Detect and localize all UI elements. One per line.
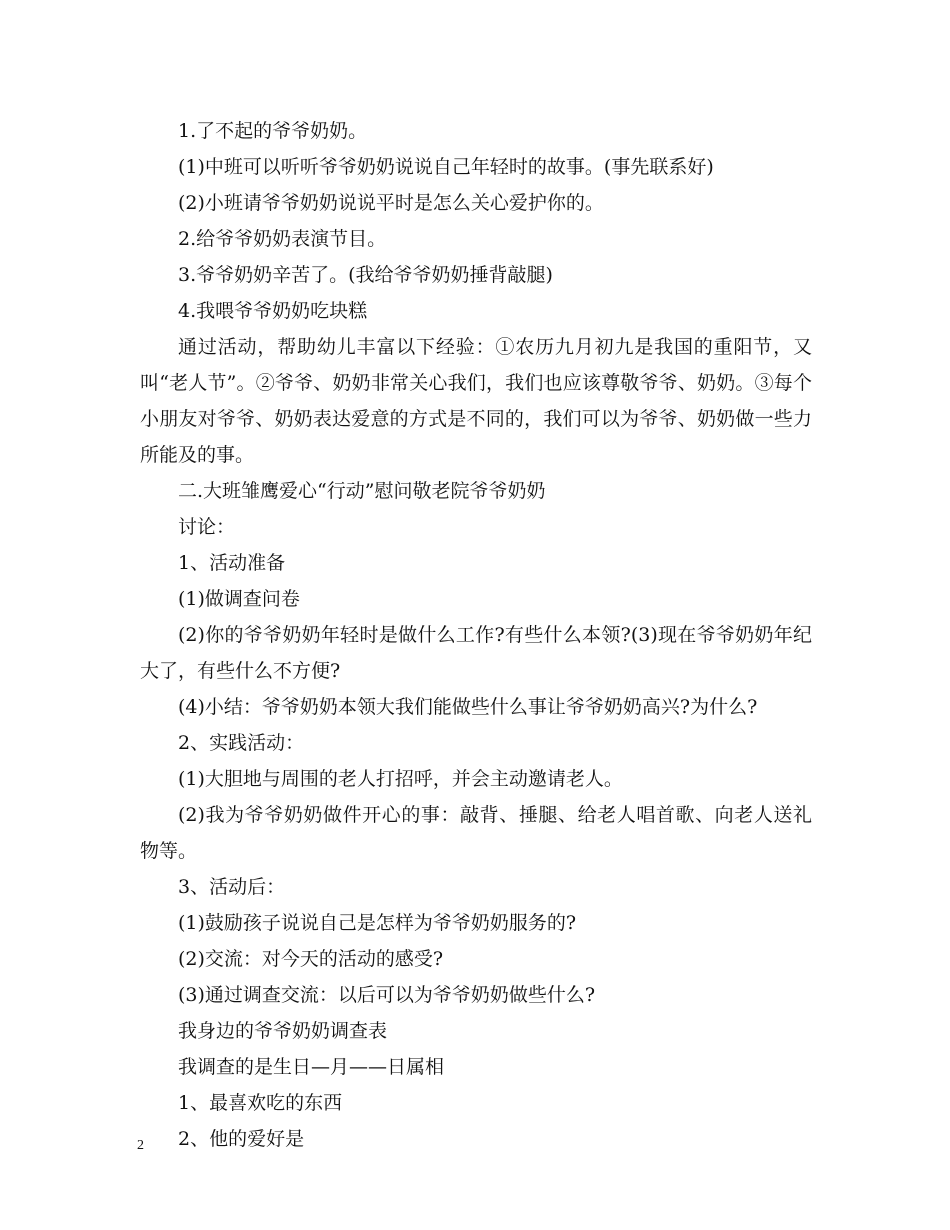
paragraph: 2、实践活动：	[178, 732, 305, 754]
paragraph: (1)中班可以听听爷爷奶奶说说自己年轻时的故事。(事先联系好)	[178, 156, 714, 178]
paragraph: 1、最喜欢吃的东西	[178, 1092, 343, 1114]
paragraph: (3)通过调查交流：以后可以为爷爷奶奶做些什么?	[178, 984, 596, 1006]
paragraph: 1.了不起的爷爷奶奶。	[178, 120, 368, 142]
paragraph: 我身边的爷爷奶奶调查表	[178, 1020, 388, 1042]
paragraph: 4.我喂爷爷奶奶吃块糕	[178, 300, 368, 322]
paragraph: (1)鼓励孩子说说自己是怎样为爷爷奶奶服务的?	[178, 912, 577, 934]
paragraph: (1)大胆地与周围的老人打招呼，并会主动邀请老人。	[178, 768, 623, 790]
paragraph: 3、活动后：	[178, 876, 286, 898]
section-heading: 二.大班雏鹰爱心“行动”慰问敬老院爷爷奶奶	[178, 480, 546, 502]
paragraph: 我调查的是生日—月——日属相	[178, 1056, 445, 1078]
page-number: 2	[137, 1138, 144, 1153]
paragraph: (2)小班请爷爷奶奶说说平时是怎么关心爱护你的。	[178, 192, 604, 214]
paragraph: 3.爷爷奶奶辛苦了。(我给爷爷奶奶捶背敲腿)	[178, 264, 553, 286]
paragraph: 2.给爷爷奶奶表演节目。	[178, 228, 387, 250]
paragraph: (2)交流：对今天的活动的感受?	[178, 948, 444, 970]
paragraph: (2)你的爷爷奶奶年轻时是做什么工作?有些什么本领?(3)现在爷爷奶奶年纪大了，有些什么不方便?	[140, 624, 812, 682]
document-body	[140, 113, 812, 1157]
paragraph: 1、活动准备	[178, 552, 286, 574]
paragraph: 讨论：	[178, 516, 236, 538]
paragraph: (1)做调查问卷	[178, 588, 300, 610]
paragraph: (2)我为爷爷奶奶做件开心的事：敲背、捶腿、给老人唱首歌、向老人送礼物等。	[140, 804, 812, 862]
paragraph: 通过活动，帮助幼儿丰富以下经验：①农历九月初九是我国的重阳节，又叫“老人节”。②爷爷、奶奶非常关心我们，我们也应该尊敬爷爷、奶奶。③每个小朋友对爷爷、奶奶表达爱意的方式是不同的，我们可以为爷爷、奶奶做一些力所能及的事。	[140, 336, 812, 466]
paragraph: 2、他的爱好是	[178, 1128, 305, 1150]
paragraph: (4)小结：爷爷奶奶本领大我们能做些什么事让爷爷奶奶高兴?为什么?	[178, 696, 758, 718]
